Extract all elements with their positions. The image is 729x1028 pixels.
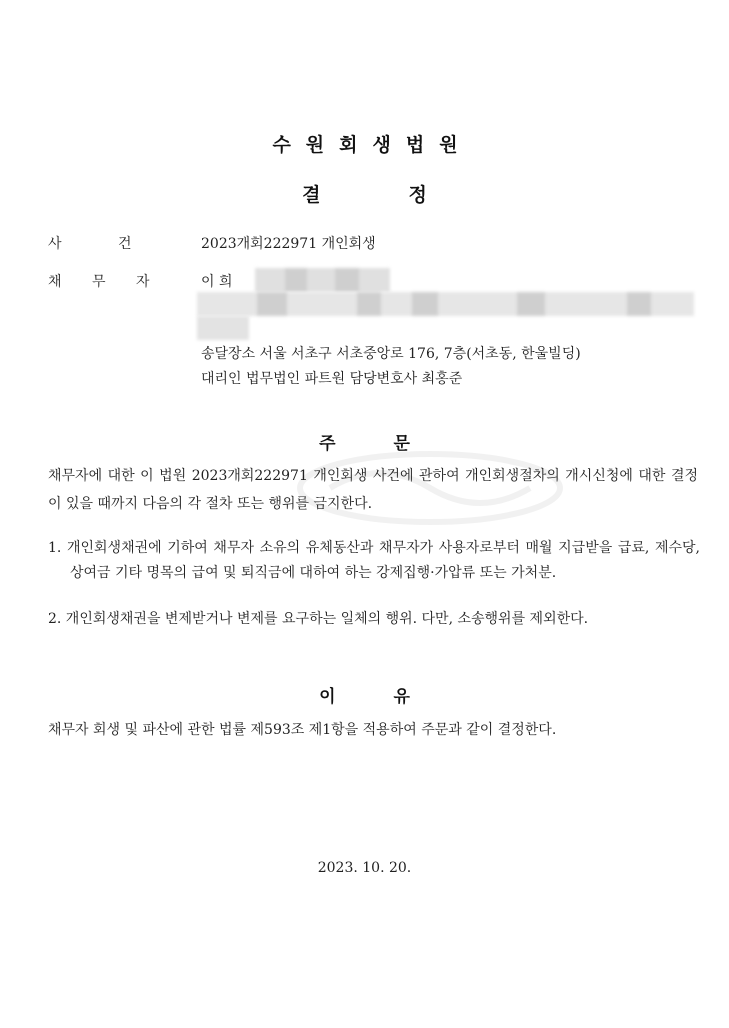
court-name-title: 수원회생법원 [272, 134, 473, 156]
document-type-title [0, 180, 729, 207]
order-section-title [0, 429, 729, 454]
reason-title-char-1: 이 [319, 687, 336, 707]
doc-type-char-1: 결 [302, 184, 321, 206]
order-item-2: 2. 개인회생채권을 변제받거나 변제를 요구하는 일체의 행위. 다만, 소송행위를 제외한다. [48, 611, 589, 627]
order-title-char-2: 문 [393, 434, 410, 454]
doc-type-char-2: 정 [408, 184, 427, 206]
redacted-address-block [197, 292, 694, 316]
service-address: 송달장소 서울 서초구 서초중앙로 176, 7층(서초동, 한울빌딩) [201, 346, 581, 362]
reason-title-char-2: 유 [393, 687, 410, 707]
reason-paragraph: 채무자 회생 및 파산에 관한 법률 제593조 제1항을 적용하여 주문과 같이 결정한다. [48, 722, 557, 738]
order-title-char-1: 주 [319, 434, 336, 454]
decision-date: 2023. 10. 20. [317, 860, 412, 876]
legal-agent: 대리인 법무법인 파트원 담당변호사 최홍준 [201, 371, 463, 387]
order-intro-paragraph: 채무자에 대한 이 법원 2023개회222971 개인회생 사건에 관하여 개인회생절차의 개시신청에 대한 결정이 있을 때까지 다음의 각 절차 또는 행위를 금지한다. [48, 468, 698, 512]
debtor-name: 이 희 [201, 274, 233, 290]
case-number: 2023개회222971 개인회생 [201, 236, 376, 252]
reason-section-title [0, 682, 729, 707]
debtor-label: 채 무 자 [48, 274, 150, 290]
redacted-address-block-2 [197, 316, 249, 340]
case-label: 사 건 [48, 236, 132, 252]
redacted-name-block [255, 268, 390, 292]
order-item-1: 1. 개인회생채권에 기하여 채무자 소유의 유체동산과 채무자가 사용자로부터 매월 지급받을 급료, 제수당, 상여금 기타 명목의 급여 및 퇴직금에 대하여 하는 강제집행·가압류 또는 가처분. [48, 540, 700, 581]
